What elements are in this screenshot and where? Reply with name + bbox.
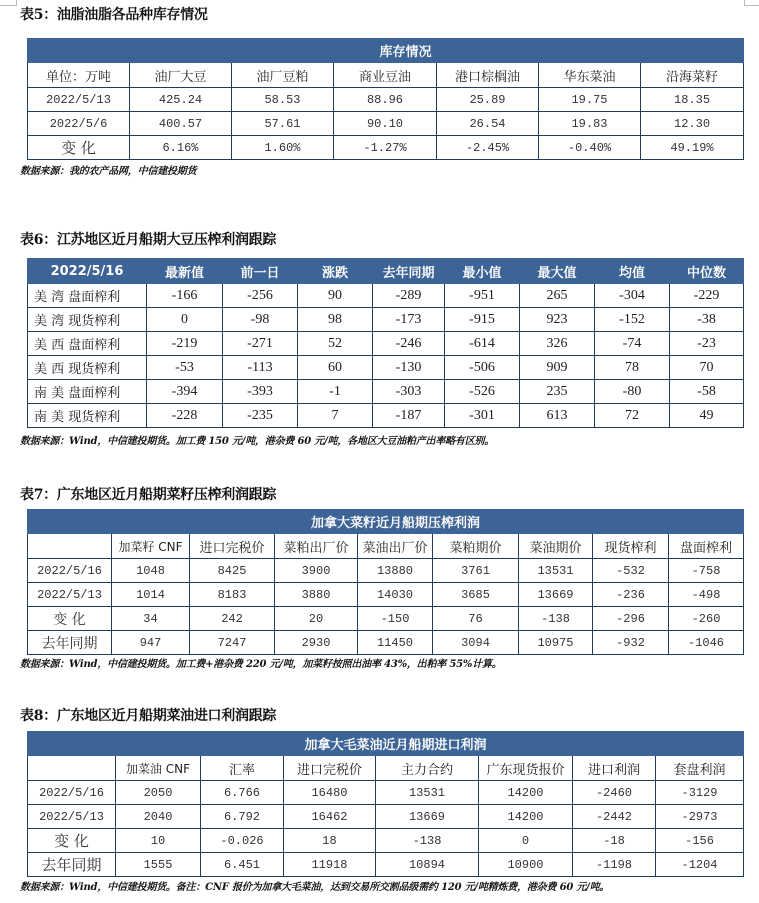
- table5-cell: 88.96: [334, 88, 437, 112]
- table7-cell: -236: [593, 583, 669, 607]
- table8-header-cell: 加菜油 CNF: [116, 756, 201, 781]
- table8-title: 表8：广东地区近月船期菜油进口利润跟踪: [20, 708, 277, 724]
- page-corner-mark-right: [744, 0, 759, 6]
- table7-cell: -758: [669, 559, 744, 583]
- table6-soybean-crush: [27, 258, 744, 428]
- table7-cell: 3761: [433, 559, 519, 583]
- table5-cell: 2022/5/6: [28, 112, 130, 136]
- table6-cell: -152: [595, 308, 670, 332]
- table7-cell: 8183: [190, 583, 275, 607]
- table7-cell: 13531: [519, 559, 593, 583]
- table6-title: 表6：江苏地区近月船期大豆压榨利润跟踪: [20, 232, 277, 248]
- table-row: [28, 284, 744, 308]
- table6-cell: -219: [147, 332, 223, 356]
- table7-cell: -932: [593, 631, 669, 655]
- table7-header-cell: [28, 534, 112, 559]
- table7-cell: 242: [190, 607, 275, 631]
- table6-cell: -80: [595, 380, 670, 404]
- table7-rapeseed-crush: [27, 509, 744, 655]
- table6-cell: -271: [223, 332, 298, 356]
- table6-cell: -304: [595, 284, 670, 308]
- table5-cell: 1.60%: [232, 136, 334, 160]
- table6-row-label: 美 湾 盘面榨利: [28, 284, 147, 308]
- table8-cell: 6.792: [201, 805, 284, 829]
- table6-cell: 613: [520, 404, 595, 428]
- table8-cell: -18: [573, 829, 656, 853]
- table6-header-cell: 涨跌: [298, 259, 373, 284]
- table8-cell: 14200: [479, 805, 573, 829]
- table7-cell: 2930: [275, 631, 358, 655]
- table5-cell: 19.83: [539, 112, 641, 136]
- table-row: [28, 380, 744, 404]
- table8-band: 加拿大毛菜油近月船期进口利润: [28, 732, 744, 756]
- table7-cell: 11450: [358, 631, 433, 655]
- table5-header-cell: 单位：万吨: [28, 63, 130, 88]
- table8-header-cell: 进口完税价: [284, 756, 376, 781]
- table6-header-cell: 去年同期: [373, 259, 445, 284]
- table-row: [28, 781, 744, 805]
- table8-cell: 2022/5/13: [28, 805, 116, 829]
- table5-cell: 425.24: [130, 88, 232, 112]
- table5-cell: 变 化: [28, 136, 130, 160]
- table7-band: 加拿大菜籽近月船期压榨利润: [28, 510, 744, 534]
- table-row: [28, 631, 744, 655]
- table6-cell: -951: [445, 284, 520, 308]
- table5-cell: 26.54: [437, 112, 539, 136]
- table7-cell: 34: [112, 607, 190, 631]
- table6-cell: -235: [223, 404, 298, 428]
- table-row: [28, 356, 744, 380]
- table5-cell: -2.45%: [437, 136, 539, 160]
- table5-cell: 25.89: [437, 88, 539, 112]
- table8-header-cell: [28, 756, 116, 781]
- table7-cell: -498: [669, 583, 744, 607]
- table8-source-note: 数据来源：Wind，中信建投期货。备注：CNF 报价为加拿大毛菜油，达到交易所交割品级需约 120 元/吨精炼费，港杂费 60 元/吨。: [20, 882, 610, 893]
- table-row: [28, 308, 744, 332]
- table6-cell: -394: [147, 380, 223, 404]
- table7-source-note: 数据来源：Wind，中信建投期货。加工费+港杂费 220 元/吨，加菜籽按照出油率 43%，出粕率 55%计算。: [20, 659, 502, 670]
- table8-cell: 18: [284, 829, 376, 853]
- table6-cell: 90: [298, 284, 373, 308]
- table6-cell: -113: [223, 356, 298, 380]
- table7-cell: 2022/5/13: [28, 583, 112, 607]
- table5-cell: 2022/5/13: [28, 88, 130, 112]
- table8-header-cell: 套盘利润: [656, 756, 744, 781]
- table6-cell: 7: [298, 404, 373, 428]
- table5-title: 表5：油脂油脂各品种库存情况: [20, 7, 208, 23]
- table8-cell: 2040: [116, 805, 201, 829]
- table6-cell: 60: [298, 356, 373, 380]
- table6-cell: 49: [670, 404, 744, 428]
- table6-cell: 265: [520, 284, 595, 308]
- table8-cell: 6.451: [201, 853, 284, 877]
- table5-cell: 49.19%: [641, 136, 744, 160]
- page-corner-mark-left: [0, 0, 17, 6]
- table7-cell: 3094: [433, 631, 519, 655]
- table7-header-cell: 菜粕期价: [433, 534, 519, 559]
- table6-cell: -303: [373, 380, 445, 404]
- table5-band: 库存情况: [28, 39, 744, 63]
- table8-cell: -2973: [656, 805, 744, 829]
- table6-cell: 909: [520, 356, 595, 380]
- table8-cell: 10900: [479, 853, 573, 877]
- table7-cell: 3685: [433, 583, 519, 607]
- table6-row-label: 美 西 盘面榨利: [28, 332, 147, 356]
- table8-header-cell: 主力合约: [376, 756, 479, 781]
- table7-cell: 去年同期: [28, 631, 112, 655]
- table8-rapeseed-oil-import: [27, 731, 744, 877]
- table8-cell: -1204: [656, 853, 744, 877]
- table5-cell: 90.10: [334, 112, 437, 136]
- table7-header-cell: 加菜籽 CNF: [112, 534, 190, 559]
- table6-cell: -301: [445, 404, 520, 428]
- table7-cell: 2022/5/16: [28, 559, 112, 583]
- table6-header-cell: 最大值: [520, 259, 595, 284]
- table6-cell: -246: [373, 332, 445, 356]
- table8-cell: -3129: [656, 781, 744, 805]
- table7-cell: 1014: [112, 583, 190, 607]
- table7-header-cell: 现货榨利: [593, 534, 669, 559]
- table-row: [28, 112, 744, 136]
- table8-cell: -2460: [573, 781, 656, 805]
- table7-cell: 3880: [275, 583, 358, 607]
- table6-cell: -58: [670, 380, 744, 404]
- table6-cell: 923: [520, 308, 595, 332]
- table5-cell: 6.16%: [130, 136, 232, 160]
- table5-header-cell: 油厂豆粕: [232, 63, 334, 88]
- table7-cell: -260: [669, 607, 744, 631]
- table-row: [28, 607, 744, 631]
- table7-title: 表7：广东地区近月船期菜籽压榨利润跟踪: [20, 487, 277, 503]
- table8-cell: 14200: [479, 781, 573, 805]
- table7-cell: 7247: [190, 631, 275, 655]
- table8-header-cell: 广东现货报价: [479, 756, 573, 781]
- table6-cell: 98: [298, 308, 373, 332]
- table6-cell: -915: [445, 308, 520, 332]
- table5-cell: -1.27%: [334, 136, 437, 160]
- table-row: [28, 88, 744, 112]
- table6-header-cell: 中位数: [670, 259, 744, 284]
- table-row: [28, 853, 744, 877]
- table6-row-label: 南 美 盘面榨利: [28, 380, 147, 404]
- table-row: [28, 559, 744, 583]
- table6-cell: -74: [595, 332, 670, 356]
- table5-header-cell: 华东菜油: [539, 63, 641, 88]
- table5-cell: 19.75: [539, 88, 641, 112]
- table6-header-cell: 2022/5/16: [28, 259, 147, 284]
- table7-cell: 14030: [358, 583, 433, 607]
- table8-cell: 10: [116, 829, 201, 853]
- table5-header-cell: 沿海菜籽: [641, 63, 744, 88]
- table8-cell: 2050: [116, 781, 201, 805]
- table6-cell: -98: [223, 308, 298, 332]
- table8-cell: -138: [376, 829, 479, 853]
- table6-row-label: 美 西 现货榨利: [28, 356, 147, 380]
- table7-header-cell: 菜油期价: [519, 534, 593, 559]
- table6-cell: -393: [223, 380, 298, 404]
- table8-cell: 去年同期: [28, 853, 116, 877]
- table8-cell: 16480: [284, 781, 376, 805]
- table5-cell: -0.40%: [539, 136, 641, 160]
- table6-cell: -229: [670, 284, 744, 308]
- table7-cell: 947: [112, 631, 190, 655]
- table6-source-note: 数据来源：Wind，中信建投期货。加工费 150 元/吨，港杂费 60 元/吨，各地区大豆油粕产出率略有区别。: [20, 436, 495, 447]
- table8-cell: 11918: [284, 853, 376, 877]
- table7-cell: 变 化: [28, 607, 112, 631]
- table6-cell: -256: [223, 284, 298, 308]
- table6-cell: -228: [147, 404, 223, 428]
- table8-cell: 2022/5/16: [28, 781, 116, 805]
- table7-header-cell: 菜粕出厂价: [275, 534, 358, 559]
- table6-cell: 235: [520, 380, 595, 404]
- table8-cell: 变 化: [28, 829, 116, 853]
- table7-cell: 76: [433, 607, 519, 631]
- table6-cell: -130: [373, 356, 445, 380]
- table-row: [28, 805, 744, 829]
- table5-source-note: 数据来源：我的农产品网，中信建投期货: [20, 166, 197, 177]
- table7-cell: 1048: [112, 559, 190, 583]
- table6-cell: -38: [670, 308, 744, 332]
- table6-cell: -526: [445, 380, 520, 404]
- table6-cell: -23: [670, 332, 744, 356]
- table5-header-cell: 港口棕榈油: [437, 63, 539, 88]
- table8-cell: -156: [656, 829, 744, 853]
- table-row: [28, 332, 744, 356]
- table6-cell: -289: [373, 284, 445, 308]
- table7-header-cell: 盘面榨利: [669, 534, 744, 559]
- table7-cell: -150: [358, 607, 433, 631]
- table-row: [28, 136, 744, 160]
- table8-cell: 6.766: [201, 781, 284, 805]
- table8-cell: 0: [479, 829, 573, 853]
- table6-cell: -614: [445, 332, 520, 356]
- table7-cell: -1046: [669, 631, 744, 655]
- table8-header-cell: 汇率: [201, 756, 284, 781]
- table8-cell: -1198: [573, 853, 656, 877]
- table7-cell: 3900: [275, 559, 358, 583]
- table-row: [28, 404, 744, 428]
- table6-cell: 52: [298, 332, 373, 356]
- table-row: [28, 829, 744, 853]
- table6-header-cell: 最小值: [445, 259, 520, 284]
- table8-cell: 13531: [376, 781, 479, 805]
- table6-row-label: 南 美 现货榨利: [28, 404, 147, 428]
- table7-header-cell: 菜油出厂价: [358, 534, 433, 559]
- table7-cell: 13880: [358, 559, 433, 583]
- table7-cell: 10975: [519, 631, 593, 655]
- table6-cell: 326: [520, 332, 595, 356]
- table8-cell: 10894: [376, 853, 479, 877]
- table5-inventory: [27, 38, 744, 160]
- table6-cell: -166: [147, 284, 223, 308]
- table8-header-cell: 进口利润: [573, 756, 656, 781]
- table-row: [28, 583, 744, 607]
- table8-cell: 1555: [116, 853, 201, 877]
- table8-cell: -2442: [573, 805, 656, 829]
- table6-cell: -53: [147, 356, 223, 380]
- table7-cell: -138: [519, 607, 593, 631]
- table6-cell: 78: [595, 356, 670, 380]
- table8-cell: -0.026: [201, 829, 284, 853]
- table5-header-cell: 商业豆油: [334, 63, 437, 88]
- table5-cell: 400.57: [130, 112, 232, 136]
- table6-cell: 0: [147, 308, 223, 332]
- table5-cell: 57.61: [232, 112, 334, 136]
- table6-cell: -506: [445, 356, 520, 380]
- table7-header-cell: 进口完税价: [190, 534, 275, 559]
- table7-cell: 20: [275, 607, 358, 631]
- table6-cell: -187: [373, 404, 445, 428]
- table6-cell: 70: [670, 356, 744, 380]
- table6-cell: -1: [298, 380, 373, 404]
- table6-header-cell: 前一日: [223, 259, 298, 284]
- table6-cell: 72: [595, 404, 670, 428]
- table5-header-cell: 油厂大豆: [130, 63, 232, 88]
- table6-cell: -173: [373, 308, 445, 332]
- table6-header-cell: 均值: [595, 259, 670, 284]
- table6-row-label: 美 湾 现货榨利: [28, 308, 147, 332]
- table6-header-cell: 最新值: [147, 259, 223, 284]
- table5-cell: 12.30: [641, 112, 744, 136]
- table7-cell: 13669: [519, 583, 593, 607]
- table8-cell: 13669: [376, 805, 479, 829]
- table5-cell: 58.53: [232, 88, 334, 112]
- table7-cell: 8425: [190, 559, 275, 583]
- table7-cell: -296: [593, 607, 669, 631]
- table5-cell: 18.35: [641, 88, 744, 112]
- table8-cell: 16462: [284, 805, 376, 829]
- table7-cell: -532: [593, 559, 669, 583]
